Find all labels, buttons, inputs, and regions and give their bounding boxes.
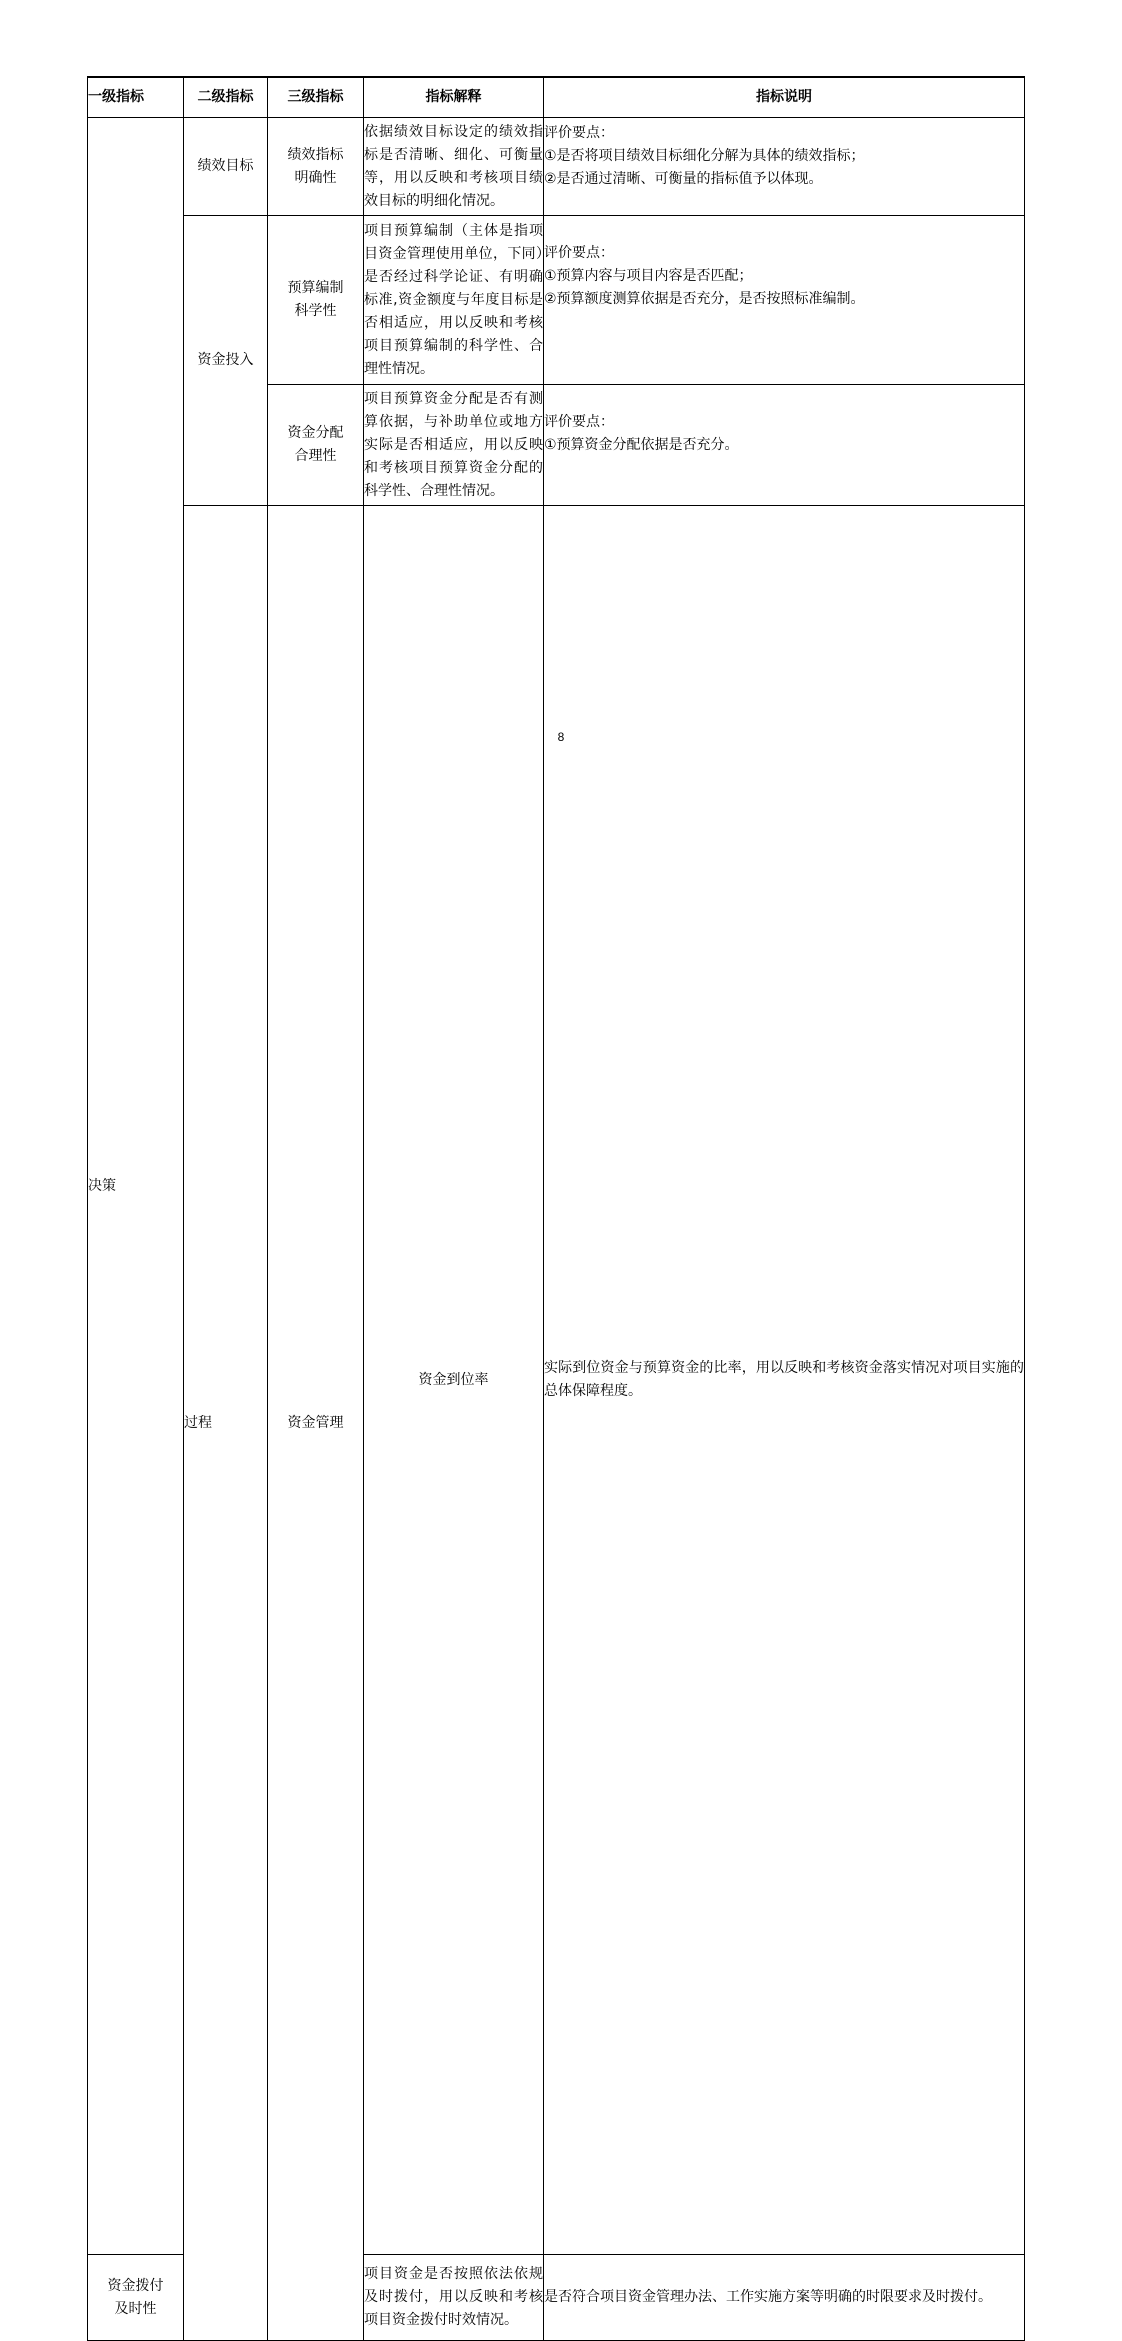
level3-line: 明确性 [294,169,337,186]
level1-cell-process: 过程 [184,506,268,2341]
level3-cell [268,216,364,385]
explanation-line: ②是否通过清晰、可衡量的指标值予以体现。 [544,171,823,187]
interpretation-cell: 项目资金是否按照依法依规及时拨付，用以反映和考核项目资金拨付时效情况。 [364,2255,544,2341]
header-interpretation: 指标解释 [364,77,544,118]
level2-cell-performance-goal: 绩效目标 [184,118,268,216]
page-number: 8 [557,730,565,744]
interpretation-cell: 实际到位资金与预算资金的比率，用以反映和考核资金落实情况对项目实施的总体保障程度。 [544,506,1025,2255]
level2-cell-funding-input: 资金投入 [184,216,268,506]
explanation-cell [544,118,1025,216]
level3-cell [268,385,364,506]
header-level2: 二级指标 [184,77,268,118]
level3-line: 绩效指标 [287,146,344,163]
table-row [88,216,1025,385]
level2-cell-funding-management: 资金管理 [268,506,364,2341]
header-level3: 三级指标 [268,77,364,118]
level3-line: 科学性 [294,303,337,319]
level3-line: 预算编制 [287,280,344,296]
table-header-row [88,77,1025,118]
indicator-table [87,76,1025,2341]
table-row [88,118,1025,216]
level1-cell-decision: 决策 [88,118,184,2255]
explanation-cell [544,2255,1025,2341]
explanation-line: 评价要点： [544,414,614,430]
level3-line: 资金分配 [287,425,344,441]
explanation-line: 评价要点： [544,245,614,261]
explanation-line: ①预算内容与项目内容是否匹配； [544,268,753,284]
table-row [88,506,1025,2255]
header-level1: 一级指标 [88,77,184,118]
level3-line: 及时性 [114,2300,157,2317]
level3-line: 资金拨付 [107,2277,164,2294]
explanation-line: ②预算额度测算依据是否充分，是否按照标准编制。 [544,291,865,307]
explanation-line: ①预算资金分配依据是否充分。 [544,437,739,453]
interpretation-cell: 项目预算资金分配是否有测算依据，与补助单位或地方实际是否相适应，用以反映和考核项目预算资金分配的科学性、合理性情况。 [364,385,544,506]
explanation-cell [544,385,1025,506]
level3-line: 资金到位率 [418,1371,489,1388]
interpretation-cell: 项目预算编制（主体是指项目资金管理使用单位，下同）是否经过科学论证、有明确标准,资金额度与年度目标是否相适应，用以反映和考核项目预算编制的科学性、合理性情况。 [364,216,544,385]
level3-cell [364,506,544,2255]
level3-cell [88,2255,184,2341]
explanation-cell [544,216,1025,385]
explanation-line: 是否符合项目资金管理办法、工作实施方案等明确的时限要求及时拨付。 [544,2289,992,2305]
header-explanation: 指标说明 [544,77,1025,118]
explanation-line: ①是否将项目绩效目标细化分解为具体的绩效指标； [544,148,865,164]
level3-line: 合理性 [294,448,337,464]
interpretation-cell: 依据绩效目标设定的绩效指标是否清晰、细化、可衡量等，用以反映和考核项目绩效目标的明细化情况。 [364,118,544,216]
level3-cell [268,118,364,216]
explanation-line: 评价要点： [544,125,614,141]
